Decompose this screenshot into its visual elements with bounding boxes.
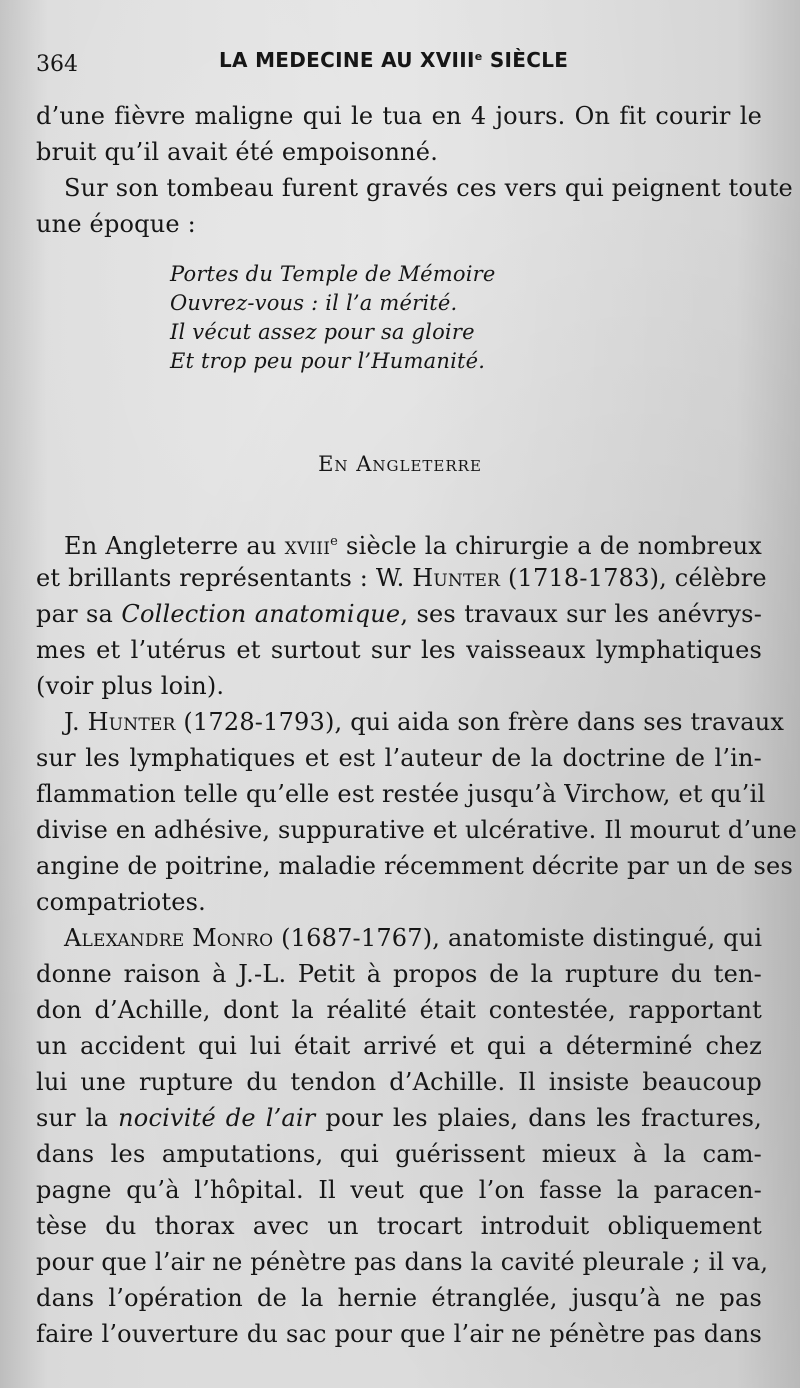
- text-run: par sa: [36, 600, 122, 628]
- running-header: [36, 44, 756, 84]
- text-run: (1728-1793), qui aida son frère dans ses travaux: [175, 708, 785, 736]
- poem-line: Portes du Temple de Mémoire: [170, 262, 496, 286]
- text-run: sur la: [36, 1104, 119, 1132]
- text-run: En Angleterre au: [64, 532, 285, 560]
- text-line: (voir plus loin).: [36, 672, 225, 700]
- text-line: donne raison à J.-L. Petit à propos de la rupture du ten-: [36, 960, 762, 988]
- text-line: compatriotes.: [36, 888, 206, 916]
- paragraph-block-1: [36, 98, 793, 242]
- running-title-main: LA MEDECINE AU XVIII: [219, 48, 475, 72]
- text-line: d’une fièvre maligne qui le tua en 4 jours. On fit courir le: [36, 102, 762, 130]
- text-run: , ses travaux sur les anévrys-: [400, 600, 762, 628]
- text-line: angine de poitrine, maladie récemment décrite par un de ses: [36, 852, 793, 880]
- section-heading: En Angleterre: [318, 452, 482, 476]
- text-line: mes et l’utérus et surtout sur les vaisseaux lymphatiques: [36, 636, 762, 664]
- text-run: (1718-1783), célèbre: [500, 564, 767, 592]
- text-line: lui une rupture du tendon d’Achille. Il insiste beaucoup: [36, 1068, 762, 1096]
- text-line: pagne qu’à l’hôpital. Il veut que l’on fasse la paracen-: [36, 1176, 762, 1204]
- text-run: pour les plaies, dans les fractures,: [315, 1104, 762, 1132]
- running-title-end: SIÈCLE: [482, 48, 569, 72]
- page-number: 364: [36, 52, 78, 77]
- text-line: divise en adhésive, suppurative et ulcérative. Il mourut d’une: [36, 816, 798, 844]
- text-line: don d’Achille, dont la réalité était contestée, rapportant: [36, 996, 762, 1024]
- text-line: bruit qu’il avait été empoisonné.: [36, 138, 439, 166]
- text-line: [36, 524, 762, 560]
- text-line: tèse du thorax avec un trocart introduit obliquement: [36, 1212, 762, 1240]
- text-line: [36, 920, 762, 956]
- text-line: dans les amputations, qui guérissent mieux à la cam-: [36, 1140, 762, 1168]
- text-line: une époque :: [36, 210, 196, 238]
- book-title-italic: Collection anatomique: [121, 600, 401, 628]
- running-title-superscript: e: [474, 50, 483, 63]
- century-smallcaps: xviii: [284, 532, 331, 560]
- text-line: Sur son tombeau furent gravés ces vers qui peignent toute: [64, 174, 793, 202]
- text-line: [36, 596, 762, 632]
- text-line: flammation telle qu’elle est restée jusqu’à Virchow, et qu’il: [36, 780, 766, 808]
- epitaph-poem: [170, 260, 496, 376]
- poem-line: Ouvrez-vous : il l’a mérité.: [170, 291, 458, 315]
- poem-line: Et trop peu pour l’Humanité.: [170, 349, 486, 373]
- superscript: e: [330, 534, 339, 549]
- text-line: faire l’ouverture du sac pour que l’air ne pénètre pas dans: [36, 1320, 762, 1348]
- running-title: [219, 48, 568, 72]
- paragraph-block-2: [36, 524, 798, 1352]
- text-line: dans l’opération de la hernie étranglée, jusqu’à ne pas: [36, 1284, 762, 1312]
- text-line: [36, 1100, 762, 1136]
- person-name-smallcaps: Hunter: [87, 708, 176, 736]
- text-line: un accident qui lui était arrivé et qui a déterminé chez: [36, 1032, 762, 1060]
- text-line: [36, 704, 785, 740]
- text-run: et brillants représentants : W.: [36, 564, 413, 592]
- text-run: (1687-1767), anatomiste distingué, qui: [273, 924, 763, 952]
- person-name-smallcaps: Alexandre Monro: [64, 924, 274, 952]
- text-line: sur les lymphatiques et est l’auteur de la doctrine de l’in-: [36, 744, 762, 772]
- text-run: J.: [64, 708, 88, 736]
- emphasis-italic: nocivité de l’air: [118, 1104, 316, 1132]
- text-line: [36, 560, 767, 596]
- text-line: pour que l’air ne pénètre pas dans la cavité pleurale ; il va,: [36, 1248, 769, 1276]
- poem-line: Il vécut assez pour sa gloire: [170, 320, 475, 344]
- person-name-smallcaps: Hunter: [412, 564, 501, 592]
- text-run: siècle la chirurgie a de nombreux: [338, 532, 762, 560]
